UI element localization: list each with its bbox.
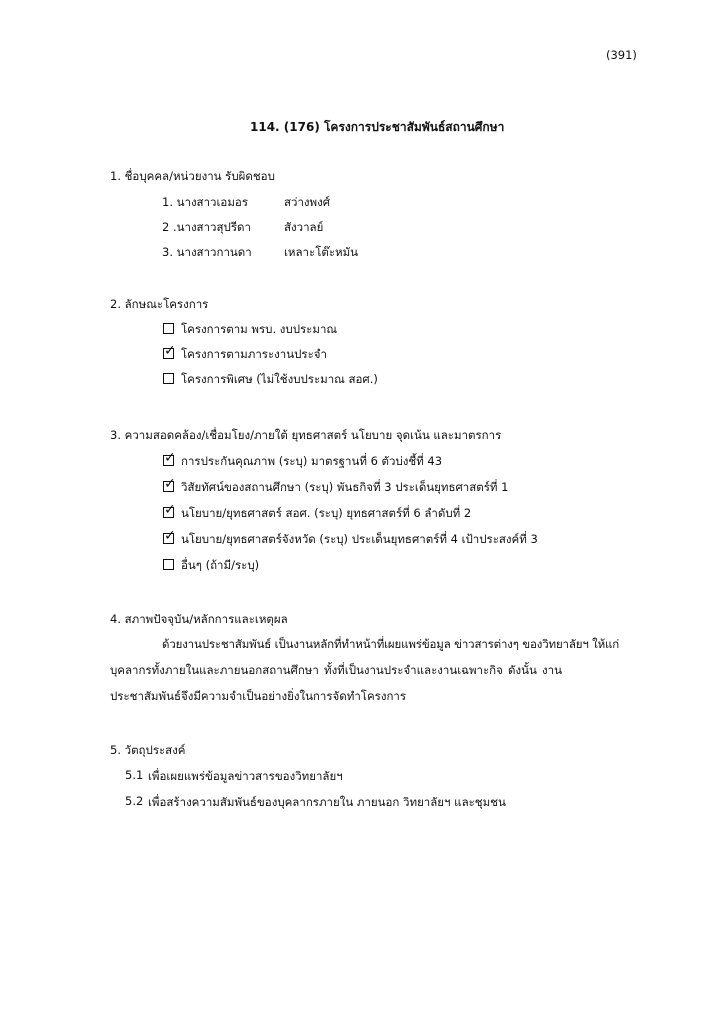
- alignment-label-1: การประกันคุณภาพ (ระบุ) มาตรฐานที่ 6 ตัวบ่งชี้ที่ 43: [181, 454, 443, 468]
- person-1-surname: สว่างพงศ์: [284, 195, 331, 209]
- section3-heading: 3. ความสอดคล้อง/เชื่อมโยง/ภายใต้ ยุทธศาสตร์ นโยบาย จุดเน้น และมาตรการ: [110, 428, 502, 442]
- alignment-checkbox-1[interactable]: [163, 450, 176, 466]
- check-icon: ✓: [164, 343, 176, 359]
- project-type-checkbox-2[interactable]: [163, 343, 176, 359]
- alignment-label-4: นโยบาย/ยุทธศาสตร์จังหวัด (ระบุ) ประเด็นยุทธศาตร์ที่ 4 เป้าประสงค์ที่ 3: [181, 532, 538, 546]
- section2-heading: 2. ลักษณะโครงการ: [110, 297, 209, 311]
- project-type-label-3: โครงการพิเศษ (ไม่ใช้งบประมาณ สอศ.): [181, 372, 378, 386]
- project-type-checkbox-3[interactable]: [163, 373, 174, 384]
- check-icon: ✓: [164, 476, 176, 492]
- check-icon: ✓: [164, 450, 176, 466]
- section5-heading: 5. วัตถุประสงค์: [110, 743, 186, 757]
- objective-2-number: 5.2: [125, 794, 144, 808]
- person-3-name: 3. นางสาวกานดา: [162, 245, 252, 259]
- person-2-name: 2 .นางสาวสุปรีดา: [162, 220, 251, 234]
- alignment-checkbox-3[interactable]: [163, 502, 176, 518]
- person-3-surname: เหลาะโต๊ะหมัน: [284, 245, 359, 259]
- alignment-label-3: นโยบาย/ยุทธศาสตร์ สอศ. (ระบุ) ยุทธศาสตร์ที่ 6 ลำดับที่ 2: [181, 506, 472, 520]
- alignment-label-2: วิสัยทัศน์ของสถานศึกษา (ระบุ) พันธกิจที่ 3 ประเด็นยุทธศาสตร์ที่ 1: [181, 480, 509, 494]
- check-icon: ✓: [164, 528, 176, 544]
- alignment-checkbox-5[interactable]: [163, 559, 174, 570]
- project-type-label-2: โครงการตามภาระงานประจำ: [181, 347, 327, 361]
- check-icon: ✓: [164, 502, 176, 518]
- page-number: (391): [606, 48, 637, 62]
- objective-2-text: เพื่อสร้างความสัมพันธ์ของบุคลากรภายใน ภายนอก วิทยาลัยฯ และชุมชน: [148, 795, 506, 809]
- rationale-line-3: ประชาสัมพันธ์จึงมีความจำเป็นอย่างยิ่งในการจัดทำโครงการ: [110, 689, 407, 703]
- objective-1-number: 5.1: [125, 768, 144, 782]
- section4-heading: 4. สภาพปัจจุบัน/หลักการและเหตุผล: [110, 612, 288, 626]
- rationale-line-2: บุคลากรทั้งภายในและภายนอกสถานศึกษา ทั้งที่เป็นงานประจำและงานเฉพาะกิจ ดังนั้น งาน: [110, 663, 562, 677]
- objective-1-text: เพื่อเผยแพร่ข้อมูลข่าวสารของวิทยาลัยฯ: [148, 769, 343, 783]
- section1-heading: 1. ชื่อบุคคล/หน่วยงาน รับผิดชอบ: [110, 169, 275, 183]
- project-type-label-1: โครงการตาม พรบ. งบประมาณ: [181, 322, 338, 336]
- alignment-checkbox-2[interactable]: [163, 476, 176, 492]
- rationale-line-1: ด้วยงานประชาสัมพันธ์ เป็นงานหลักที่ทำหน้าที่เผยแพร่ข้อมูล ข่าวสารต่างๆ ของวิทยาลัยฯ ให้แก่: [162, 637, 620, 651]
- page-title: 114. (176) โครงการประชาสัมพันธ์สถานศึกษา: [250, 120, 505, 134]
- alignment-label-5: อื่นๆ (ถ้ามี/ระบุ): [181, 558, 260, 572]
- project-type-checkbox-1[interactable]: [163, 323, 174, 334]
- person-2-surname: สังวาลย์: [284, 220, 324, 234]
- alignment-checkbox-4[interactable]: [163, 528, 176, 544]
- person-1-name: 1. นางสาวเอมอร: [162, 195, 248, 209]
